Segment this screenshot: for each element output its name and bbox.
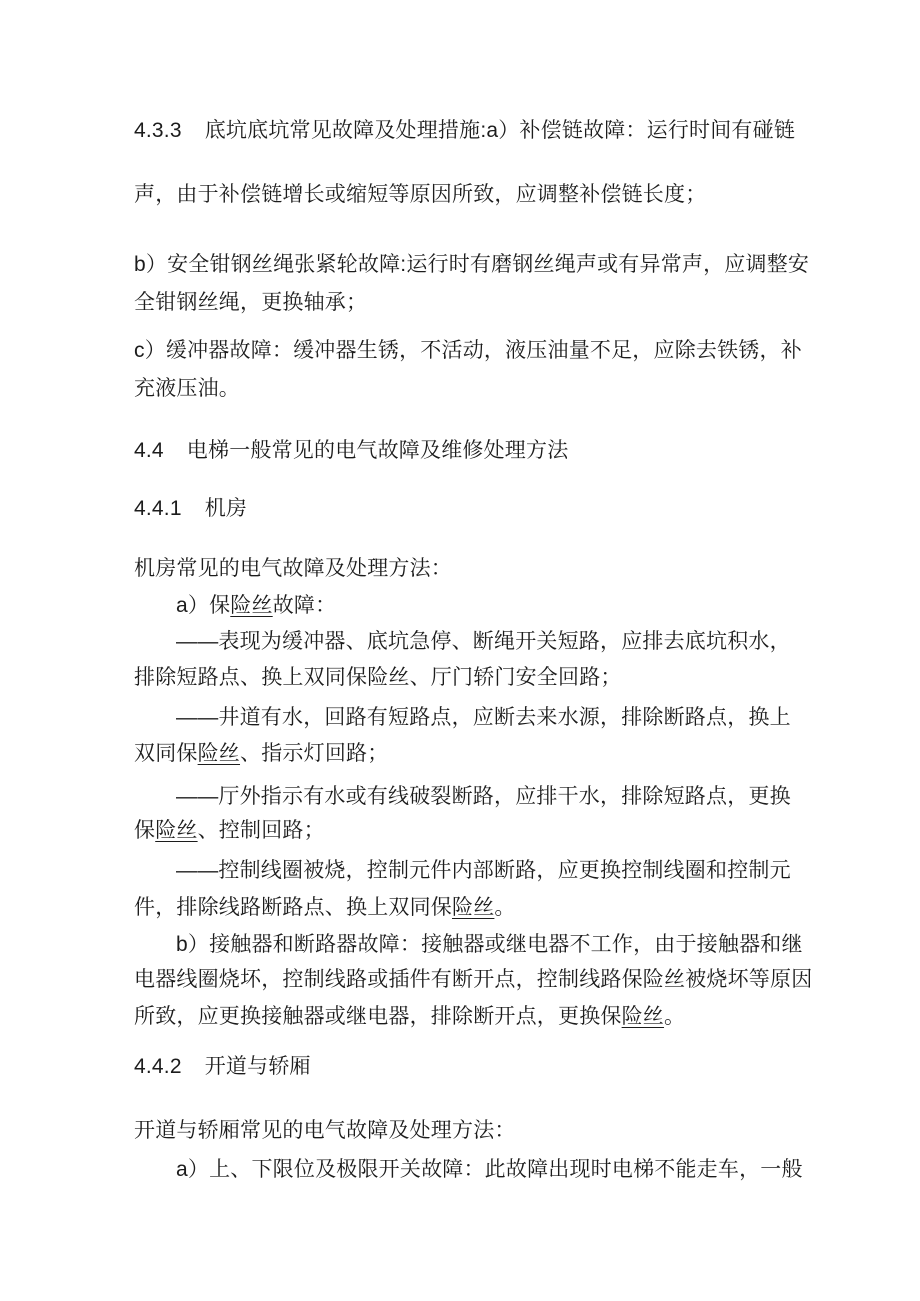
heading-4-4-1	[134, 494, 247, 524]
heading-text: 开道与轿厢	[204, 1055, 311, 1078]
line-text: a）保	[176, 594, 231, 617]
list-item-c-line: c）缓冲器故障：缓冲器生锈，不活动，液压油量不足，应除去铁锈，补	[134, 339, 802, 362]
underlined-term: 险丝	[155, 819, 198, 842]
underlined-term: 险丝	[452, 896, 495, 919]
heading-text: 底坑底坑常见故障及处理措施:a）补偿链故障：运行时间有碰链	[204, 119, 796, 142]
line-text: 双同保	[134, 742, 198, 765]
dash-item-line	[134, 893, 516, 923]
heading-number: 4.4.2	[134, 1055, 182, 1078]
line-text: 故障：	[272, 594, 337, 617]
heading-number: 4.4.1	[134, 497, 182, 520]
list-item-b-line	[134, 1002, 685, 1032]
heading-4-4-2	[134, 1052, 311, 1082]
heading-number: 4.4	[134, 439, 164, 462]
dash-item-line	[134, 816, 325, 846]
list-item-c-line: 充液压油。	[134, 377, 240, 400]
heading-text: 电梯一般常见的电气故障及维修处理方法	[186, 439, 569, 462]
dash-item-line: ——控制线圈被烧，控制元件内部断路，应更换控制线圈和控制元	[176, 859, 791, 882]
line-text: 。	[664, 1005, 686, 1028]
list-item-b-line: 全钳钢丝绳，更换轴承；	[134, 291, 368, 314]
line-text: 件，排除线路断路点、换上双同保	[134, 896, 452, 919]
line-text: 所致，应更换接触器或继电器，排除断开点，更换保	[134, 1005, 622, 1028]
underlined-term: 险丝	[230, 594, 273, 617]
paragraph-line: 声，由于补偿链增长或缩短等原因所致，应调整补偿链长度；	[134, 183, 707, 206]
paragraph-line: 机房常见的电气故障及处理方法：	[134, 557, 452, 580]
underlined-term: 险丝	[621, 1005, 665, 1028]
list-item-b-line: b）安全钳钢丝绳张紧轮故障:运行时有磨钢丝绳声或有异常声，应调整安	[134, 253, 810, 276]
heading-4-3-3	[134, 116, 795, 146]
dash-item-line: ——厅外指示有水或有线破裂断路，应排干水，排除短路点，更换	[176, 785, 791, 808]
list-item-a-line	[176, 591, 336, 621]
heading-number: 4.3.3	[134, 119, 182, 142]
list-item-b-line: 电器线圈烧坏，控制线路或插件有断开点，控制线路保险丝被烧坏等原因	[134, 968, 813, 991]
dash-item-line	[134, 739, 388, 769]
dash-item-line: ——表现为缓冲器、底坑急停、断绳开关短路，应排去底坑积水，	[176, 630, 791, 653]
list-item-b-line: b）接触器和断路器故障：接触器或继电器不工作，由于接触器和继	[176, 933, 803, 956]
paragraph-line: 开道与轿厢常见的电气故障及处理方法：	[134, 1119, 516, 1142]
underlined-term: 险丝	[197, 742, 241, 765]
dash-item-line: ——井道有水，回路有短路点，应断去来水源，排除断路点，换上	[176, 706, 791, 729]
dash-item-line: 排除短路点、换上双同保险丝、厅门轿门安全回路；	[134, 666, 622, 689]
line-text: 保	[134, 819, 156, 842]
line-text: 。	[494, 896, 516, 919]
line-text: 、指示灯回路；	[240, 742, 389, 765]
list-item-a-line: a）上、下限位及极限开关故障：此故障出现时电梯不能走车，一般	[176, 1158, 803, 1181]
heading-4-4	[134, 436, 568, 466]
line-text: 、控制回路；	[197, 819, 325, 842]
heading-text: 机房	[204, 497, 248, 520]
